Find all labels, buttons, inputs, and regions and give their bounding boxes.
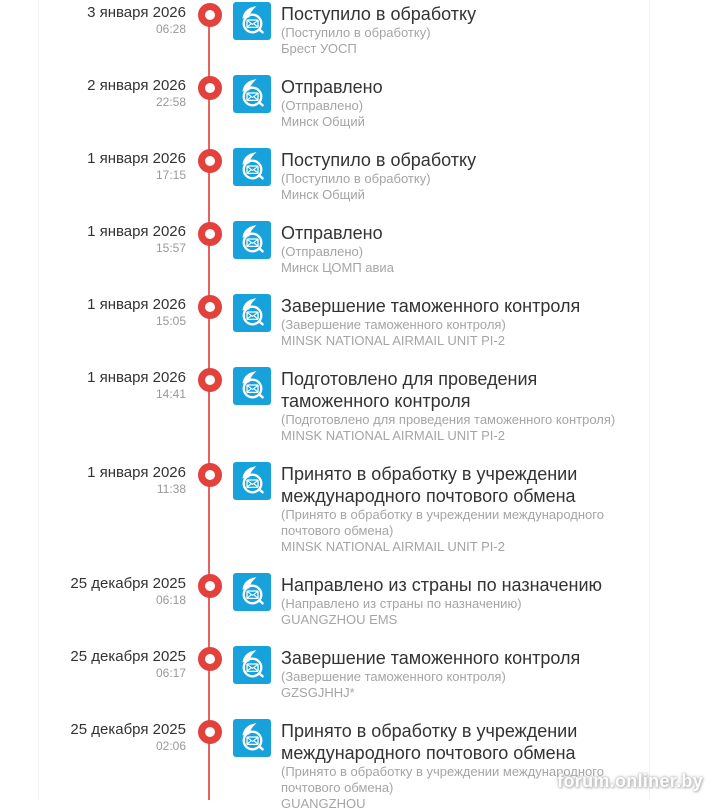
entry-time: 02:06 xyxy=(155,739,186,753)
entry-time: 17:15 xyxy=(155,168,186,182)
timeline-node xyxy=(186,221,233,246)
timeline-ring-icon xyxy=(198,222,222,246)
timeline-ring-icon xyxy=(198,720,222,744)
entry-status-subtitle: (Направлено из страны по назначению) xyxy=(281,596,522,611)
timeline-ring-icon xyxy=(198,295,222,319)
entry-status-subtitle: (Поступило в обработку) xyxy=(281,25,431,40)
timeline-node xyxy=(186,75,233,100)
belpost-horn-envelope-icon xyxy=(233,75,271,113)
timeline-ring-icon xyxy=(198,463,222,487)
watermark: forum.onliner.by xyxy=(557,771,703,791)
timeline-node xyxy=(186,294,233,319)
entry-time: 14:41 xyxy=(155,387,186,401)
entry-date: 1 января 2026 xyxy=(87,150,186,167)
timeline-node xyxy=(186,462,233,487)
entry-text xyxy=(281,75,646,130)
entry-time: 15:57 xyxy=(155,241,186,255)
carrier-icon-wrap xyxy=(233,462,271,500)
timeline-ring-icon xyxy=(198,368,222,392)
entry-text xyxy=(281,462,646,555)
carrier-icon-wrap xyxy=(233,719,271,757)
entry-time: 11:38 xyxy=(156,482,186,496)
timeline-entry xyxy=(0,294,708,349)
timeline-node xyxy=(186,148,233,173)
carrier-icon-wrap xyxy=(233,367,271,405)
entry-datetime xyxy=(0,573,186,608)
timeline-ring-icon xyxy=(198,76,222,100)
entry-status-title: Направлено из страны по назначению xyxy=(281,575,603,595)
entry-time: 06:28 xyxy=(155,22,186,36)
timeline-ring-icon xyxy=(198,574,222,598)
belpost-horn-envelope-icon xyxy=(233,294,271,332)
timeline-node xyxy=(186,2,233,27)
entry-datetime xyxy=(0,462,186,497)
entry-date: 25 декабря 2025 xyxy=(70,648,186,665)
timeline-entry xyxy=(0,462,708,555)
entry-date: 1 января 2026 xyxy=(87,296,186,313)
entry-status-title: Отправлено xyxy=(281,223,383,243)
entry-date: 3 января 2026 xyxy=(87,4,186,21)
entry-time: 22:58 xyxy=(155,95,186,109)
entry-text xyxy=(281,294,646,349)
carrier-icon-wrap xyxy=(233,75,271,113)
entry-datetime xyxy=(0,2,186,37)
timeline-entry xyxy=(0,719,708,812)
entry-location: GUANGZHOU EMS xyxy=(281,612,398,627)
entry-location: GUANGZHOU xyxy=(281,796,366,811)
belpost-horn-envelope-icon xyxy=(233,646,271,684)
entry-datetime xyxy=(0,148,186,183)
entry-location: MINSK NATIONAL AIRMAIL UNIT PI-2 xyxy=(281,333,505,348)
entry-text xyxy=(281,719,646,812)
entry-status-title: Завершение таможенного контроля xyxy=(281,648,581,668)
belpost-horn-envelope-icon xyxy=(233,462,271,500)
entry-status-subtitle: (Принято в обработку в учреждении международного почтового обмена) xyxy=(281,507,604,538)
entry-location: Минск Общий xyxy=(281,187,365,202)
timeline-entry xyxy=(0,148,708,203)
entry-status-title: Подготовлено для проведения таможенного контроля xyxy=(281,369,538,411)
entry-date: 1 января 2026 xyxy=(87,464,186,481)
entry-date: 25 декабря 2025 xyxy=(70,721,186,738)
entry-status-subtitle: (Подготовлено для проведения таможенного контроля) xyxy=(281,412,616,427)
timeline-entry xyxy=(0,75,708,130)
entry-time: 06:18 xyxy=(155,593,186,607)
timeline-entry xyxy=(0,367,708,444)
timeline-node xyxy=(186,367,233,392)
entry-text xyxy=(281,2,646,57)
entry-date: 25 декабря 2025 xyxy=(70,575,186,592)
entry-datetime xyxy=(0,646,186,681)
entry-location: MINSK NATIONAL AIRMAIL UNIT PI-2 xyxy=(281,539,505,554)
timeline-node xyxy=(186,573,233,598)
carrier-icon-wrap xyxy=(233,148,271,186)
entry-status-subtitle: (Завершение таможенного контроля) xyxy=(281,317,506,332)
carrier-icon-wrap xyxy=(233,221,271,259)
entry-datetime xyxy=(0,294,186,329)
entry-datetime xyxy=(0,221,186,256)
entry-text xyxy=(281,573,646,628)
carrier-icon-wrap xyxy=(233,646,271,684)
belpost-horn-envelope-icon xyxy=(233,367,271,405)
entry-status-subtitle: (Завершение таможенного контроля) xyxy=(281,669,506,684)
belpost-horn-envelope-icon xyxy=(233,221,271,259)
entry-date: 1 января 2026 xyxy=(87,223,186,240)
entry-location: GZSGJHHJ* xyxy=(281,685,355,700)
timeline-ring-icon xyxy=(198,647,222,671)
entry-status-title: Завершение таможенного контроля xyxy=(281,296,581,316)
timeline-ring-icon xyxy=(198,149,222,173)
carrier-icon-wrap xyxy=(233,573,271,611)
carrier-icon-wrap xyxy=(233,2,271,40)
entry-location: Минск ЦОМП авиа xyxy=(281,260,394,275)
timeline-node xyxy=(186,646,233,671)
entry-time: 06:17 xyxy=(155,666,186,680)
entry-date: 1 января 2026 xyxy=(87,369,186,386)
entry-status-subtitle: (Отправлено) xyxy=(281,98,364,113)
timeline-entry xyxy=(0,2,708,57)
timeline-entry xyxy=(0,646,708,701)
timeline-node xyxy=(186,719,233,744)
belpost-horn-envelope-icon xyxy=(233,719,271,757)
entry-status-title: Поступило в обработку xyxy=(281,4,477,24)
entry-status-title: Принято в обработку в учреждении международного почтового обмена xyxy=(281,464,578,506)
timeline-ring-icon xyxy=(198,3,222,27)
timeline-entry xyxy=(0,573,708,628)
entry-text xyxy=(281,646,646,701)
entry-text xyxy=(281,221,646,276)
entry-location: Минск Общий xyxy=(281,114,365,129)
entry-datetime xyxy=(0,75,186,110)
entry-location: MINSK NATIONAL AIRMAIL UNIT PI-2 xyxy=(281,428,505,443)
entry-status-title: Отправлено xyxy=(281,77,383,97)
entry-location: Брест УОСП xyxy=(281,41,357,56)
entry-datetime xyxy=(0,719,186,754)
belpost-horn-envelope-icon xyxy=(233,2,271,40)
entry-status-title: Принято в обработку в учреждении международного почтового обмена xyxy=(281,721,578,763)
entry-status-subtitle: (Поступило в обработку) xyxy=(281,171,431,186)
entry-date: 2 января 2026 xyxy=(87,77,186,94)
entry-datetime xyxy=(0,367,186,402)
entry-status-subtitle: (Отправлено) xyxy=(281,244,364,259)
entry-text xyxy=(281,148,646,203)
belpost-horn-envelope-icon xyxy=(233,148,271,186)
entry-time: 15:05 xyxy=(155,314,186,328)
timeline-entry xyxy=(0,221,708,276)
entry-text xyxy=(281,367,646,444)
entry-status-subtitle: (Принято в обработку в учреждении международного почтового обмена) xyxy=(281,764,604,795)
belpost-horn-envelope-icon xyxy=(233,573,271,611)
carrier-icon-wrap xyxy=(233,294,271,332)
entry-status-title: Поступило в обработку xyxy=(281,150,477,170)
